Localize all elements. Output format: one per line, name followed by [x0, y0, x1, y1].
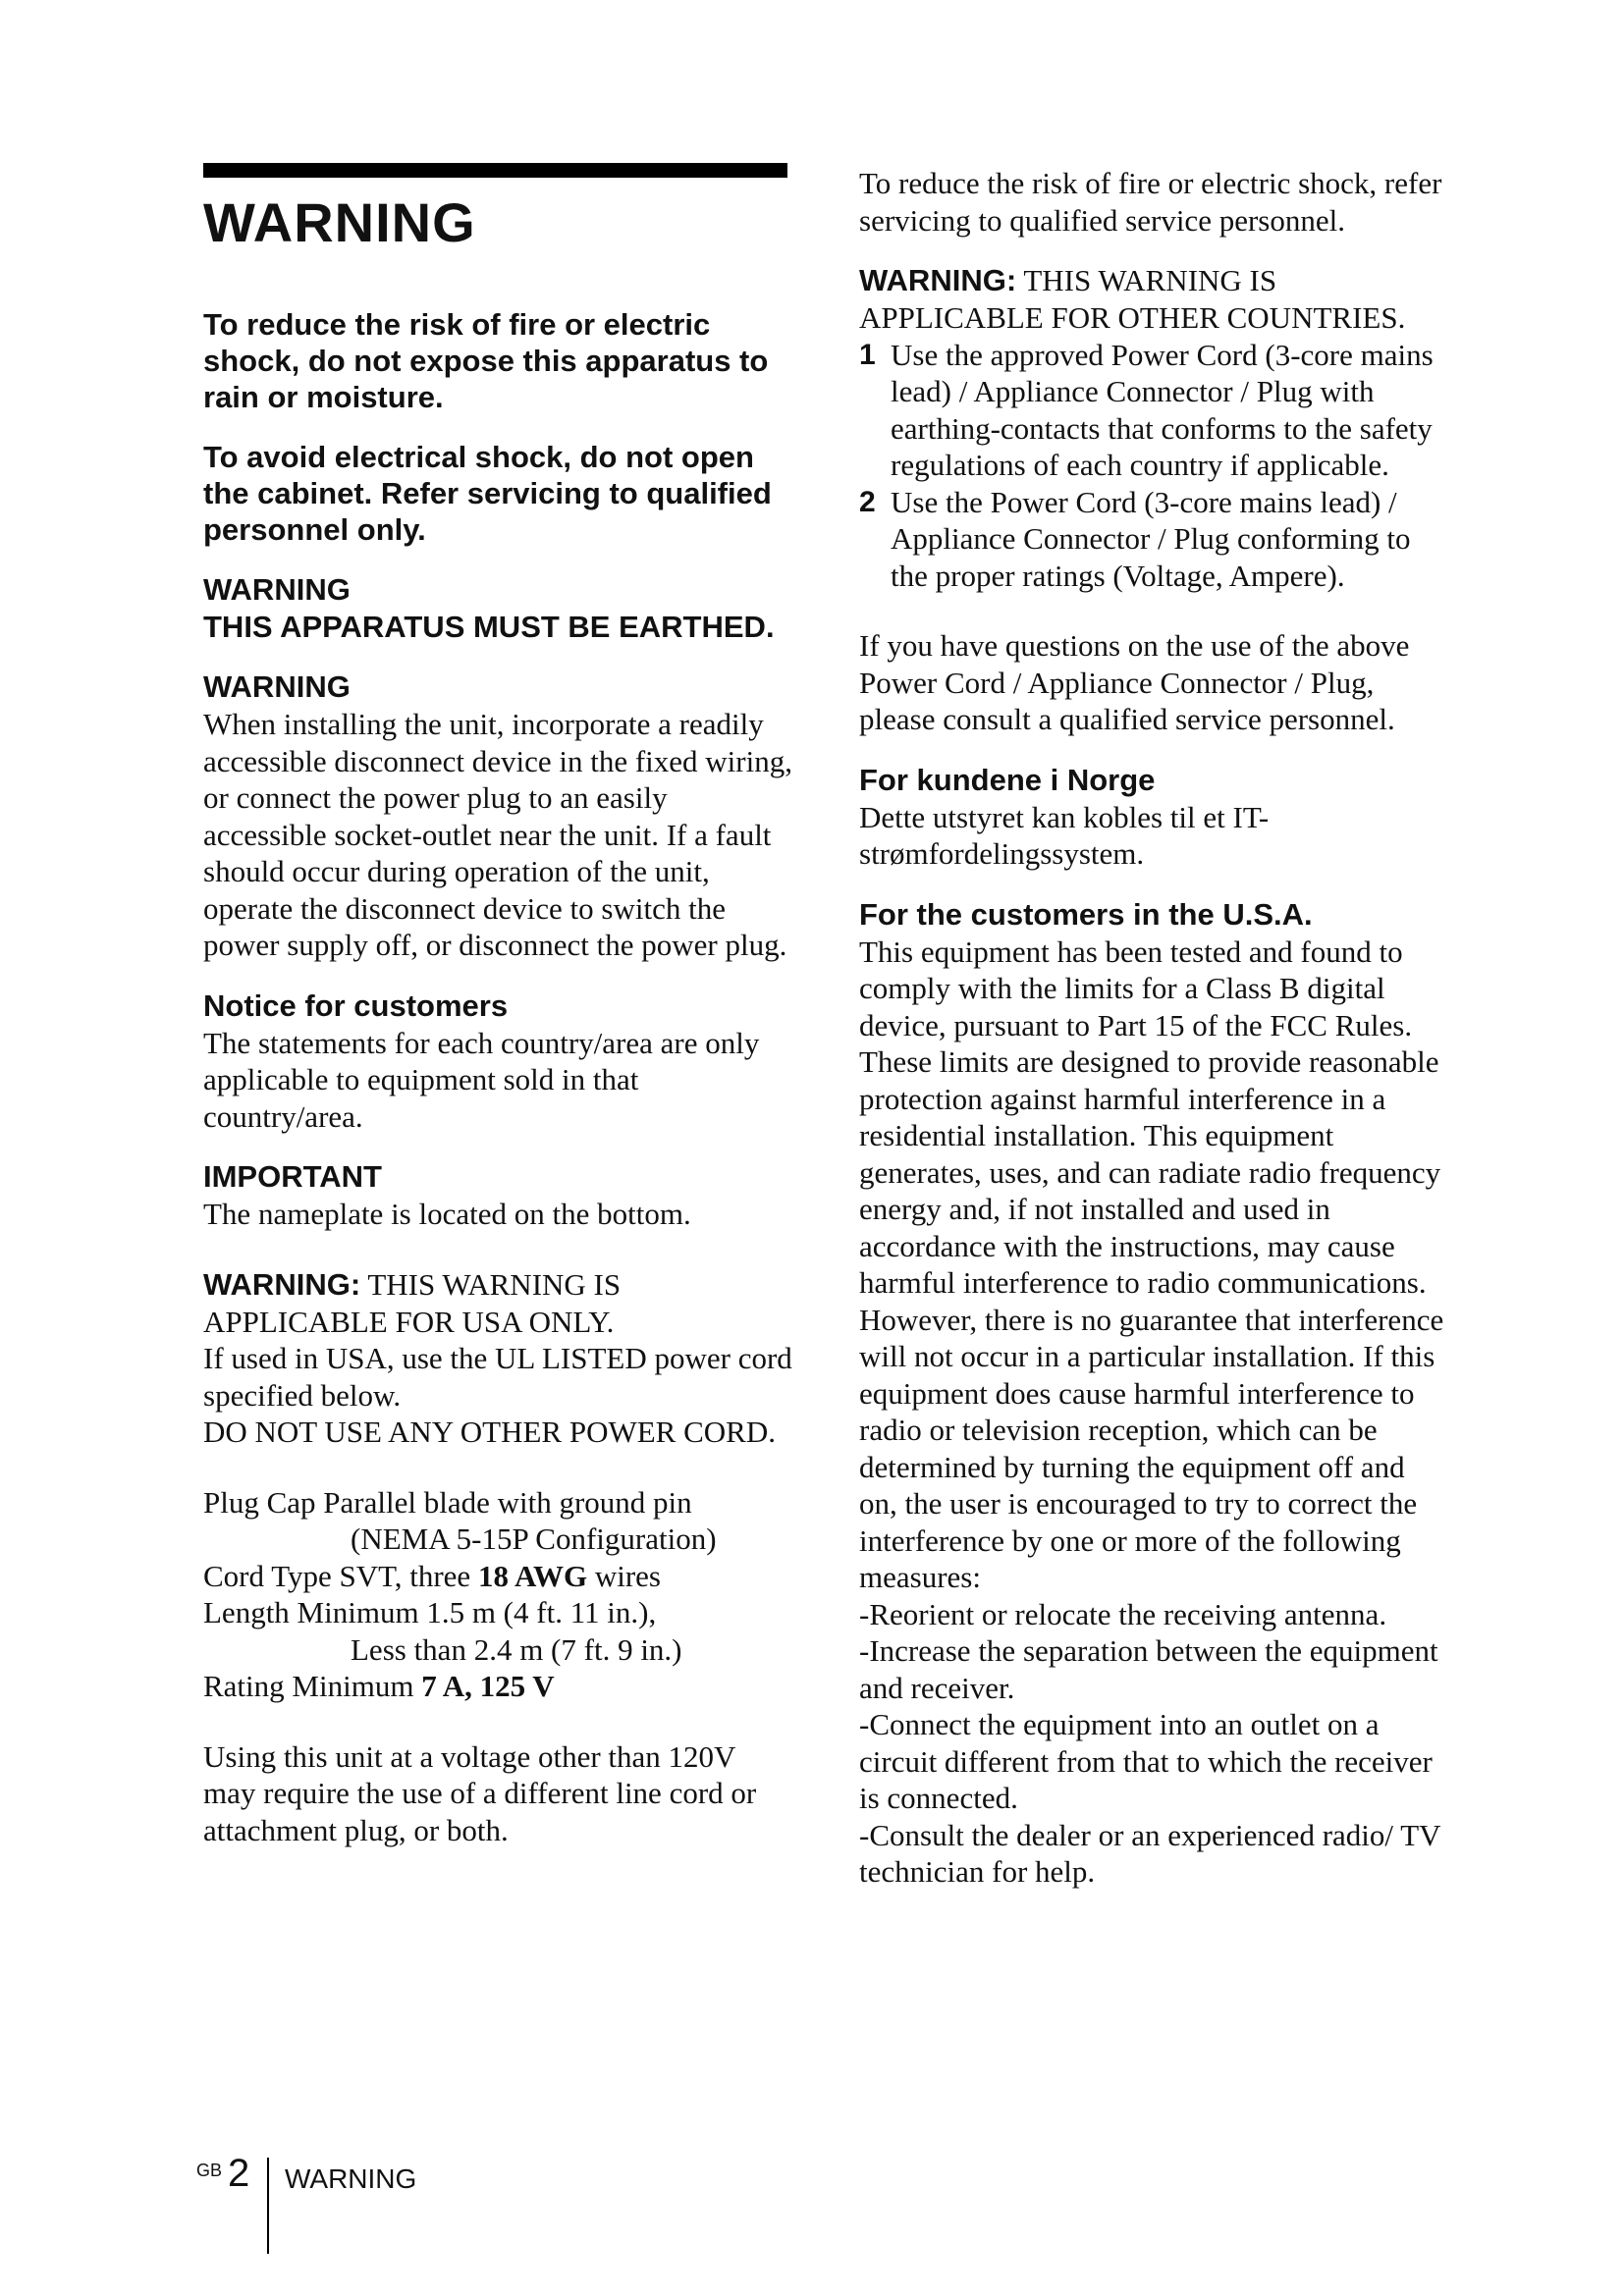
notice-heading: Notice for customers — [203, 988, 509, 1023]
fcc-measure: -Reorient or relocate the receiving antenna. — [859, 1596, 1387, 1631]
spec-rating-bold: 7 A, 125 V — [421, 1669, 555, 1704]
usa-warning-body2: DO NOT USE ANY OTHER POWER CORD. — [203, 1415, 776, 1450]
other-warning-text: THIS WARNING IS APPLICABLE FOR OTHER COUNTRIES. — [859, 263, 1406, 335]
footer-section: WARNING — [285, 2163, 417, 2194]
list-item — [859, 484, 1448, 595]
service-intro: To reduce the risk of fire or electric shock, refer servicing to qualified service personnel. — [859, 166, 1442, 238]
list-item-text: Use the approved Power Cord (3-core mains lead) / Appliance Connector / Plug with earthing-contacts that conforms to the safety regulations of each country if applicable. — [891, 337, 1434, 482]
earth-warning-text: THIS APPARATUS MUST BE EARTHED. — [203, 610, 775, 645]
list-item — [859, 337, 1448, 484]
usa-warning-label: WARNING: — [203, 1266, 361, 1302]
questions-note: If you have questions on the use of the above Power Cord / Appliance Connector / Plug, please consult a qualified service personnel. — [859, 628, 1410, 736]
list-item-text: Use the Power Cord (3-core mains lead) / Appliance Connector / Plug conforming to the proper ratings (Voltage, Ampere). — [891, 484, 1411, 593]
left-column — [203, 163, 792, 1848]
important-heading: IMPORTANT — [203, 1159, 382, 1195]
footer-divider — [267, 2158, 269, 2254]
voltage-note: Using this unit at a voltage other than 120V may require the use of a different line cord or attachment plug, or both. — [203, 1738, 757, 1847]
list-item-number: 2 — [859, 485, 876, 518]
install-warning-body: When installing the unit, incorporate a readily accessible disconnect device in the fixed wiring, or connect the power plug to an easily accessible socket-outlet near the unit. If a fault should occur during operation of the unit, operate the disconnect device to switch the power supply off, or disconnect the power plug. — [203, 707, 792, 963]
usa-customers-heading: For the customers in the U.S.A. — [859, 896, 1313, 932]
fcc-statement: This equipment has been tested and found to comply with the limits for a Class B digital device, pursuant to Part 15 of the FCC Rules. These limits are designed to provide reasonable protection against harmful interference in a residential installation. This equipment generates, uses, and can radiate radio frequency energy and, if not installed and used in accordance with the instructions, may cause harmful interference to radio communications. However, there is no guarantee that interference will not occur in a particular installation. If this equipment does cause harmful interference to radio or television reception, which can be determined by turning the equipment off and on, the user is encouraged to try to correct the interference by one or more of the following measures: — [859, 934, 1444, 1594]
right-column — [859, 165, 1448, 1891]
title-rule — [203, 163, 787, 178]
list-item-number: 1 — [859, 338, 876, 371]
usa-warning-body1: If used in USA, use the UL LISTED power cord specified below. — [203, 1341, 792, 1413]
norge-body: Dette utstyret kan kobles til et IT-strømfordelingssystem. — [859, 799, 1270, 871]
important-body: The nameplate is located on the bottom. — [203, 1197, 691, 1232]
spec-plug-line2: (NEMA 5-15P Configuration) — [351, 1522, 717, 1557]
install-warning-heading: WARNING — [203, 669, 351, 705]
spec-length-line2: Less than 2.4 m (7 ft. 9 in.) — [351, 1631, 682, 1667]
page-title: WARNING — [203, 191, 476, 253]
footer-page-number: 2 — [228, 2152, 250, 2195]
notice-body: The statements for each country/area are only applicable to equipment sold in that country/area. — [203, 1025, 760, 1134]
cord-spec — [203, 1484, 792, 1705]
power-cord-list — [859, 337, 1448, 595]
spec-cord-line — [203, 1558, 792, 1595]
spec-rating-prefix: Rating Minimum — [203, 1669, 422, 1704]
norge-heading: For kundene i Norge — [859, 762, 1156, 797]
fcc-measure: -Increase the separation between the equipment and receiver. — [859, 1633, 1438, 1705]
spec-cord-bold: 18 AWG — [477, 1558, 588, 1593]
spec-cord-suffix: wires — [587, 1558, 661, 1593]
other-countries-warning-line — [859, 262, 1448, 337]
intro-cabinet-warning: To avoid electrical shock, do not open the cabinet. Refer servicing to qualified personnel only. — [203, 440, 772, 548]
spec-cord-prefix: Cord Type SVT, three — [203, 1558, 478, 1593]
spec-plug-line1: Plug Cap Parallel blade with ground pin — [203, 1484, 692, 1520]
spec-rating-line — [203, 1668, 792, 1705]
other-warning-label: WARNING: — [859, 263, 1017, 297]
spec-length-line1: Length Minimum 1.5 m (4 ft. 11 in.), — [203, 1595, 657, 1630]
earth-warning-heading: WARNING — [203, 572, 351, 608]
footer-region: GB — [196, 2161, 223, 2180]
page-footer — [196, 2152, 589, 2256]
usa-warning-line — [203, 1266, 792, 1341]
fcc-measure: -Consult the dealer or an experienced radio/ TV technician for help. — [859, 1817, 1440, 1889]
usa-warning-text: THIS WARNING IS APPLICABLE FOR USA ONLY. — [203, 1266, 622, 1339]
intro-moisture-warning: To reduce the risk of fire or electric shock, do not expose this apparatus to rain or moisture. — [203, 307, 769, 415]
fcc-measure: -Connect the equipment into an outlet on a circuit different from that to which the receiver is connected. — [859, 1707, 1433, 1815]
